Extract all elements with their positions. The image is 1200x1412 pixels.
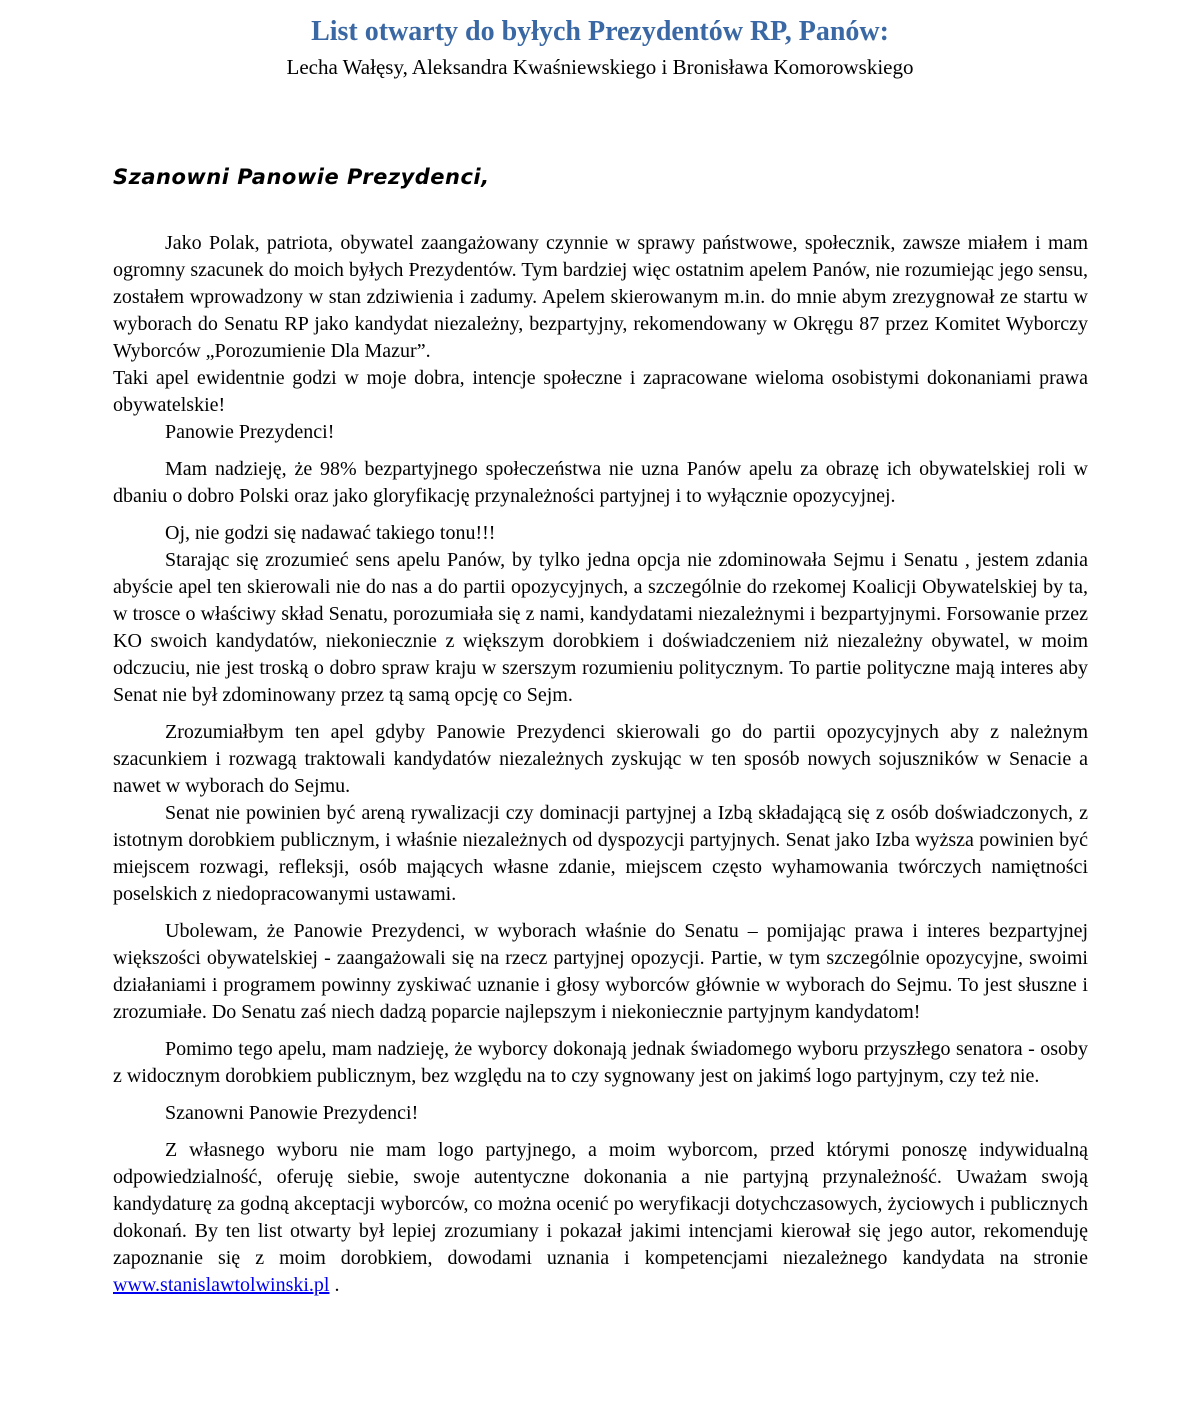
address-line-panowie-prezydenci: Panowie Prezydenci! — [165, 421, 335, 443]
paragraph-senat-nie-powinien: Senat nie powinien być areną rywalizacji czy dominacji partyjnej a Izbą składającą się z osób doświadczonych, z istotnym dorobkiem publicznym, i właśnie niezależnych od dyspozycji partyjnych. Senat jako Izba wyższa powinien być miejscem rozwagi, refleksji, osób mających własne zdanie, miejscem często wyhamowania twórczych namiętności poselskich z niedopracowanymi ustawami. — [113, 802, 1088, 905]
paragraph-pomimo-apelu: Pomimo tego apelu, mam nadzieję, że wyborcy dokonają jednak świadomego wyboru przyszłego senatora - osoby z widocznym dorobkiem publicznym, bez względu na to czy sygnowany jest on jakimś logo partyjnym, czy też nie. — [113, 1038, 1088, 1087]
paragraph-zrozumialbym: Zrozumiałbym ten apel gdyby Panowie Prezydenci skierowali go do partii opozycyjnych aby z należnym szacunkiem i rozwagą traktowali kandydatów niezależnych zyskując w ten sposób nowych sojuszników w Senacie a nawet w wyborach do Sejmu. — [113, 721, 1088, 797]
letter-subtitle: Lecha Wałęsy, Aleksandra Kwaśniewskiego i Bronisława Komorowskiego — [286, 55, 914, 79]
letter-paragraphs — [113, 230, 1088, 1299]
paragraph-oj-nie-godzi: Oj, nie godzi się nadawać takiego tonu!!! — [165, 522, 496, 544]
paragraph-closing — [113, 1137, 1088, 1299]
letter-header — [0, 0, 1200, 80]
paragraph-ubolewam: Ubolewam, że Panowie Prezydenci, w wyborach właśnie do Senatu – pomijając prawa i interes bezpartyjnej większości obywatelskiej - zaangażowali się na rzecz partyjnej opozycji. Partie, w tym szczególnie opozycyjne, swoimi działaniami i programem powinny zyskiwać uznanie i głosy wyborców głównie w wyborach do Sejmu. To jest słuszne i zrozumiałe. Do Senatu zaś niech dadzą poparcie najlepszym i niekoniecznie partyjnym kandydatom! — [113, 920, 1088, 1023]
closing-text-before-link: Z własnego wyboru nie mam logo partyjnego, a moim wyborcom, przed którymi ponoszę indywidualną odpowiedzialność, oferuję siebie, swoje autentyczne dokonania a nie partyjną przynależność. Uważam swoją kandydaturę za godną akceptacji wyborców, co można ocenić po weryfikacji dotychczasowych, życiowych i publicznych dokonań. By ten list otwarty był lepiej zrozumiany i pokazał jakimi intencjami kierował się jego autor, rekomenduję zapoznanie się z moim dorobkiem, dowodami uznania i kompetencjami niezależnego kandydata na stronie — [113, 1139, 1088, 1269]
salutation: Szanowni Panowie Prezydenci, — [113, 165, 490, 189]
closing-text-after-link: . — [329, 1274, 340, 1296]
letter-title: List otwarty do byłych Prezydentów RP, Panów: — [311, 16, 889, 47]
address-line-szanowni-panowie: Szanowni Panowie Prezydenci! — [165, 1102, 419, 1124]
paragraph-taki-apel: Taki apel ewidentnie godzi w moje dobra, intencje społeczne i zapracowane wieloma osobistymi dokonaniami prawa obywatelskie! — [113, 367, 1088, 416]
letter-body — [113, 164, 1088, 1299]
paragraph-starajac-sie: Starając się zrozumieć sens apelu Panów, by tylko jedna opcja nie zdominowała Sejmu i Senatu , jestem zdania abyście apel ten skierowali nie do nas a do partii opozycyjnych, a szczególnie do rzekomej Koalicji Obywatelskiej by ta, w trosce o właściwy skład Senatu, porozumiała się z nami, kandydatami niezależnymi i bezpartyjnymi. Forsowanie przez KO swoich kandydatów, niekoniecznie z większym dorobkiem i doświadczeniem niż niezależny obywatel, w moim odczuciu, nie jest troską o dobro spraw kraju w szerszym rozumieniu politycznym. To partie polityczne mają interes aby Senat nie był zdominowany przez tą samą opcję co Sejm. — [113, 549, 1088, 706]
website-link[interactable]: www.stanislawtolwinski.pl — [113, 1274, 330, 1296]
paragraph-intro: Jako Polak, patriota, obywatel zaangażowany czynnie w sprawy państwowe, społecznik, zawsze miałem i mam ogromny szacunek do moich byłych Prezydentów. Tym bardziej więc ostatnim apelem Panów, nie rozumiejąc jego sensu, zostałem wprowadzony w stan zdziwienia i zadumy. Apelem skierowanym m.in. do mnie abym zrezygnował ze startu w wyborach do Senatu RP jako kandydat niezależny, bezpartyjny, rekomendowany w Okręgu 87 przez Komitet Wyborczy Wyborców „Porozumienie Dla Mazur”. — [113, 232, 1088, 362]
paragraph-mam-nadzieje: Mam nadzieję, że 98% bezpartyjnego społeczeństwa nie uzna Panów apelu za obrazę ich obywatelskiej roli w dbaniu o dobro Polski oraz jako gloryfikację przynależności partyjnej i to wyłącznie opozycyjnej. — [113, 458, 1088, 507]
